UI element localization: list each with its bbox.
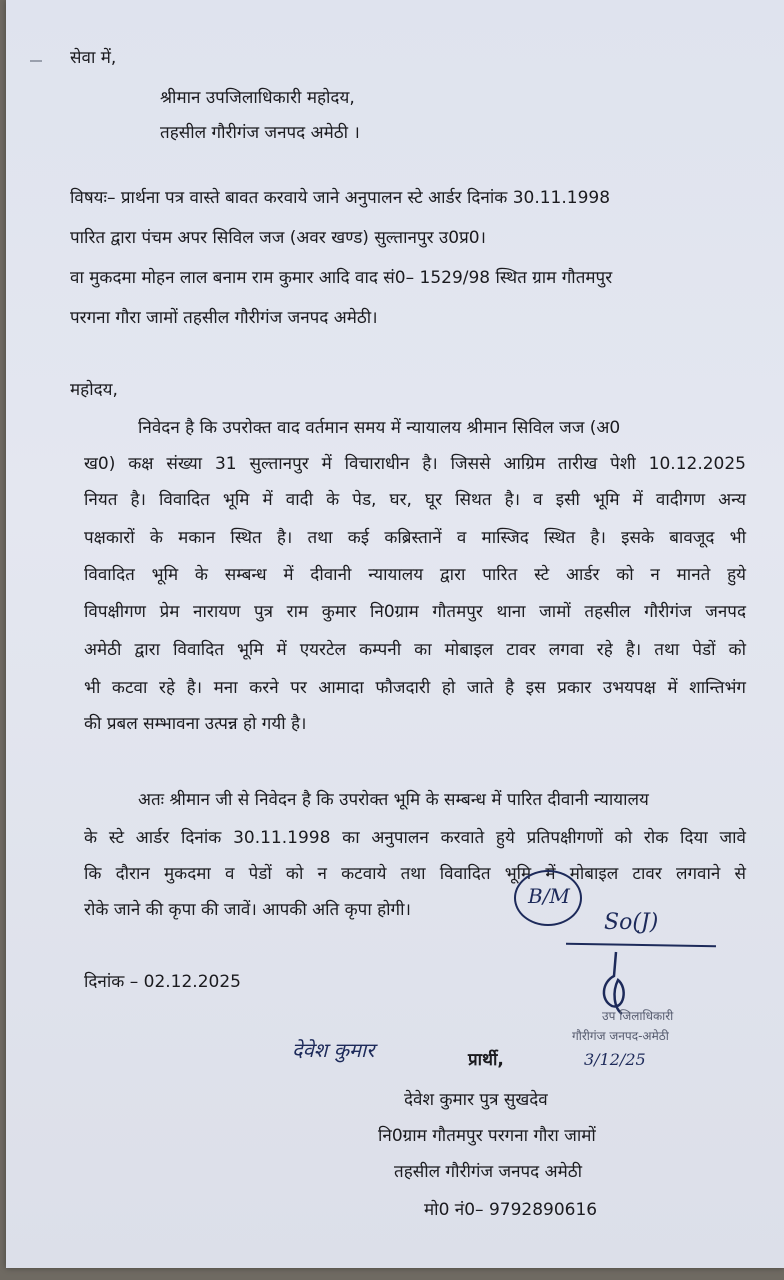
officer-initial-scribble (594, 948, 640, 1018)
officer-underline (566, 943, 716, 948)
para1-line-9: की प्रबल सम्भावना उत्पन्न हो गयी है। (84, 714, 307, 734)
stamp-line-2: गौरीगंज जनपद-अमेठी (572, 1029, 669, 1043)
para2-line-1: अतः श्रीमान जी से निवेदन है कि उपरोक्त भूमि के सम्बन्ध में पारित दीवानी न्यायालय (138, 790, 649, 810)
paper-sheet (6, 0, 784, 1268)
para1-line-8: भी कटवा रहे है। मना करने पर आमादा फौजदारी हो जाते है इस प्रकार उभयपक्ष में शान्तिभंग (84, 678, 746, 698)
officer-date-scribble: 3/12/25 (584, 1050, 646, 1069)
para1-line-1: निवेदन है कि उपरोक्त वाद वर्तमान समय में न्यायालय श्रीमान सिविल जज (अ0 (138, 418, 621, 438)
para1-line-6: विपक्षीगण प्रेम नारायण पुत्र राम कुमार नि0ग्राम गौतमपुर थाना जामों तहसील गौरीगंज जनपद (84, 602, 746, 622)
recipient-line-2: तहसील गौरीगंज जनपद अमेठी । (160, 123, 360, 143)
subject-line-1: विषयः– प्रार्थना पत्र वास्ते बावत करवाये जाने अनुपालन स्टे आर्डर दिनांक 30.11.1998 (70, 188, 611, 208)
stamp-line-1: उप जिलाधिकारी (602, 1009, 674, 1023)
greeting: महोदय, (70, 380, 118, 400)
subject-line-2: पारित द्वारा पंचम अपर सिविल जज (अवर खण्ड) सुल्तानपुर उ0प्र0। (70, 228, 486, 248)
subject-line-4: परगना गौरा जामों तहसील गौरीगंज जनपद अमेठी। (70, 308, 378, 328)
para1-line-7: अमेठी द्वारा विवादित भूमि में एयरटेल कम्पनी का मोबाइल टावर लगवा रहे है। तथा पेडों को (84, 640, 746, 660)
margin-dash (30, 60, 42, 62)
para1-line-5: विवादित भूमि के सम्बन्ध में दीवानी न्यायालय द्वारा पारित स्टे आर्डर को न मानते हुये (84, 565, 746, 585)
para1-line-3: नियत है। विवादित भूमि में वादी के पेड, घर, घूर सिथत है। व इसी भूमि में वादीगण अन्य (84, 490, 746, 510)
applicant-name: देवेश कुमार पुत्र सुखदेव (404, 1090, 548, 1110)
so-handwritten-note: So(J) (604, 910, 659, 935)
date-line: दिनांक – 02.12.2025 (84, 972, 241, 992)
bm-handwritten-note: B/M (528, 884, 570, 908)
applicant-signature: देवेश कुमार (292, 1038, 375, 1062)
salutation: सेवा में, (70, 48, 117, 68)
para1-line-2: ख0) कक्ष संख्या 31 सुल्तानपुर में विचाराधीन है। जिससे आग्रिम तारीख पेशी 10.12.2025 (84, 454, 746, 474)
para1-line-4: पक्षकारों के मकान स्थित है। तथा कई कब्रिस्तानें व मास्जिद स्थित है। इसके बावजूद भी (84, 528, 746, 548)
subject-line-3: वा मुकदमा मोहन लाल बनाम राम कुमार आदि वाद सं0– 1529/98 स्थित ग्राम गौतमपुर (70, 268, 613, 288)
applicant-address-2: तहसील गौरीगंज जनपद अमेठी (394, 1162, 583, 1182)
para2-line-3: कि दौरान मुकदमा व पेडों को न कटवाये तथा विवादित भूमि में मोबाइल टावर लगवाने से (84, 864, 746, 884)
recipient-line-1: श्रीमान उपजिलाधिकारी महोदय, (160, 88, 355, 108)
applicant-mobile: मो0 नं0– 9792890616 (424, 1200, 598, 1220)
para2-line-2: के स्टे आर्डर दिनांक 30.11.1998 का अनुपालन करवाते हुये प्रतिपक्षीगणों को रोक दिया जावे (84, 828, 746, 848)
applicant-label: प्रार्थी, (468, 1050, 504, 1070)
applicant-address-1: नि0ग्राम गौतमपुर परगना गौरा जामों (378, 1126, 596, 1146)
para2-line-4: रोके जाने की कृपा की जावें। आपकी अति कृपा होगी। (84, 900, 411, 920)
